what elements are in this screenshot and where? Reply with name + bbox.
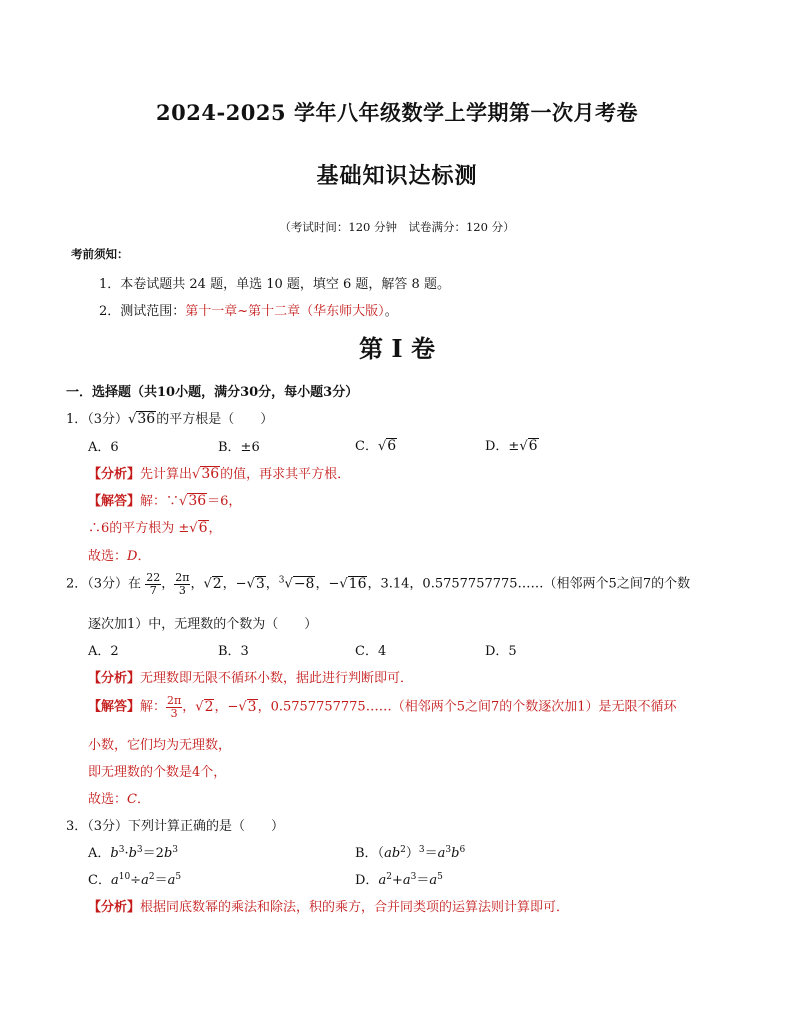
q1-analysis-post: 的值，再求其平方根． [220,467,351,482]
q2-option-b: B．3 [218,644,249,659]
q1-analysis-label: 【分析】 [88,467,141,482]
q2-fraction-22-7 [145,572,161,596]
q2-option-d: D．5 [485,644,517,659]
notes-heading: 考前须知： [71,247,129,261]
exam-subtitle: 基础知识达标测 [316,163,478,189]
q3-option-d-prefix: D． [355,873,379,888]
q1-answer-pre: 解：∵ [140,494,180,509]
q1-answer-radicand: 36 [188,493,207,509]
q3-option-a-prefix: A． [88,846,111,861]
q3-option-a: A．$b^3\cdot b^3=2b^3$ [88,845,178,861]
q2-answer-line-3: 即无理数的个数是4个， [88,765,227,780]
q3-analysis [88,896,569,915]
exam-info: （考试时间：120 分钟 试卷满分：120 分） [279,220,515,234]
q1-option-d-radicand: 6 [528,438,538,454]
volume-title: 第 I 卷 [359,334,435,363]
q2-number: 2． [66,576,88,592]
q1-option-d-prefix: D．± [485,439,520,454]
notes-item-2-prefix: 2．测试范围： [99,304,186,319]
q1-choice-post: ． [137,549,151,564]
q3-analysis-text: 根据同底数幂的乘法和除法，积的乘方，合并同类项的运算法则计算即可． [140,900,570,915]
q1-analysis-pre: 先计算出 [140,467,193,482]
q2-choice [88,788,150,807]
q2-answer-fraction-numerator: 2π [167,694,182,707]
question-3-stem [66,815,284,834]
q1-option-c-prefix: C． [355,439,378,454]
q2-answer-pre: 解： [140,699,167,715]
q1-points: （3分） [87,412,129,427]
q1-option-c-radicand: 6 [387,438,397,454]
q2-analysis-text: 无理数即无限不循环小数，据此进行判断即可． [140,671,414,686]
q2-fraction-1-numerator: 22 [146,571,161,584]
q1-option-c: C．√6 [355,438,397,454]
test-range: 第十一章~第十二章（华东师大版） [185,304,385,319]
q1-line2-radicand: 6 [198,520,208,536]
q2-stem-line-2: 逐次加1）中，无理数的个数为（ ） [88,617,318,632]
q1-line2-pre: ∴6的平方根为 ± [88,521,190,536]
q1-answer-label: 【解答】 [88,494,141,509]
q1-answer-post: ＝6， [207,494,242,509]
q2-analysis-label: 【分析】 [88,671,141,686]
q2-points: （3分）在 [87,576,142,592]
q3-option-b-prefix: B．（ [355,846,385,861]
q2-answer-label: 【解答】 [88,699,141,715]
q3-option-b: B．$(ab^2)^3=a^3b^6$ [355,845,466,861]
question-1-stem: 1．（3分）√36的平方根是（ ） [66,411,274,427]
q1-choice-letter: D [127,549,138,564]
q2-radical-2: 3 [255,575,265,592]
q2-analysis [88,667,413,686]
section-heading: 一．选择题（共10小题，满分30分，每小题3分） [66,385,359,400]
q2-fraction-2pi-3 [174,572,190,596]
q2-answer-tail: ，0.5757757775……（相邻两个5之间7的个数逐次加1）是无限不循环 [257,699,677,715]
q2-cube-root-index: 3 [278,575,285,586]
q3-analysis-label: 【分析】 [88,900,141,915]
q3-option-d: D．$a^2+a^3=a^5$ [355,872,443,888]
q1-analysis: 【分析】先计算出√36的值，再求其平方根． [88,466,351,482]
q3-number: 3． [66,819,88,834]
question-2-stem: 2．（3分）在 $\frac{22}{7}$ ， $\frac{2\pi}{3}$ ，√2，−√3，$^3$√−8，−√16，3.14，0.5757757775……（相邻两个5之间7的个数 [66,571,691,597]
q2-answer-radical-2: 3 [247,698,257,715]
q2-option-c: C．4 [355,644,387,659]
q1-radicand: 36 [137,411,156,427]
q3-option-c: C．$a^{10}\div a^2=a^5$ [88,872,182,888]
q2-choice-post: ． [136,792,150,807]
q1-option-d: D．±√6 [485,438,538,454]
q2-cube-root-radicand: −8 [293,575,315,592]
q2-radical-4: 16 [348,575,367,592]
q2-fraction-1-denominator: 7 [149,583,157,597]
q3-option-c-prefix: C． [88,873,111,888]
q1-number: 1． [66,412,88,427]
q1-answer: 【解答】解：∵√36＝6， [88,493,242,509]
q2-answer-fraction [166,695,182,719]
q1-stem-suffix: 的平方根是（ ） [156,412,274,427]
q1-answer-line-2: ∴6的平方根为 ±√6， [88,520,222,536]
q2-answer-radical-1: 2 [204,698,214,715]
q2-stem-tail: ，3.14，0.5757757775……（相邻两个5之间7的个数 [367,576,691,592]
q1-option-a: A．6 [88,440,119,455]
q2-fraction-2-numerator: 2π [175,571,190,584]
notes-item-2-suffix: 。 [384,304,398,319]
q2-answer-fraction-denominator: 3 [170,706,178,720]
q1-choice [88,545,150,564]
notes-item-1: 1．本卷试题共 24 题，单选 10 题，填空 6 题，解答 8 题。 [99,277,450,292]
q2-choice-letter: C [127,792,137,807]
exam-title: 2024-2025 学年八年级数学上学期第一次月考卷 [156,100,638,125]
q2-answer: 【解答】解： $\frac{2\pi}{3}$ ，√2，−√3，0.5757757775……（相邻两个5之间7的个数逐次加1）是无限不循环 [88,694,677,720]
notes-item-2 [99,300,398,319]
q2-radical-1: 2 [212,575,222,592]
q1-analysis-radicand: 36 [201,466,220,482]
q1-line2-post: ， [208,521,222,536]
q2-choice-pre: 故选： [88,792,128,807]
q2-option-a: A．2 [88,644,119,659]
q2-fraction-2-denominator: 3 [178,583,186,597]
q1-option-b: B．±6 [218,440,260,455]
q1-choice-pre: 故选： [88,549,128,564]
q3-stem-text: （3分）下列计算正确的是（ ） [87,819,285,834]
q2-answer-line-2: 小数，它们均为无理数， [88,738,232,753]
